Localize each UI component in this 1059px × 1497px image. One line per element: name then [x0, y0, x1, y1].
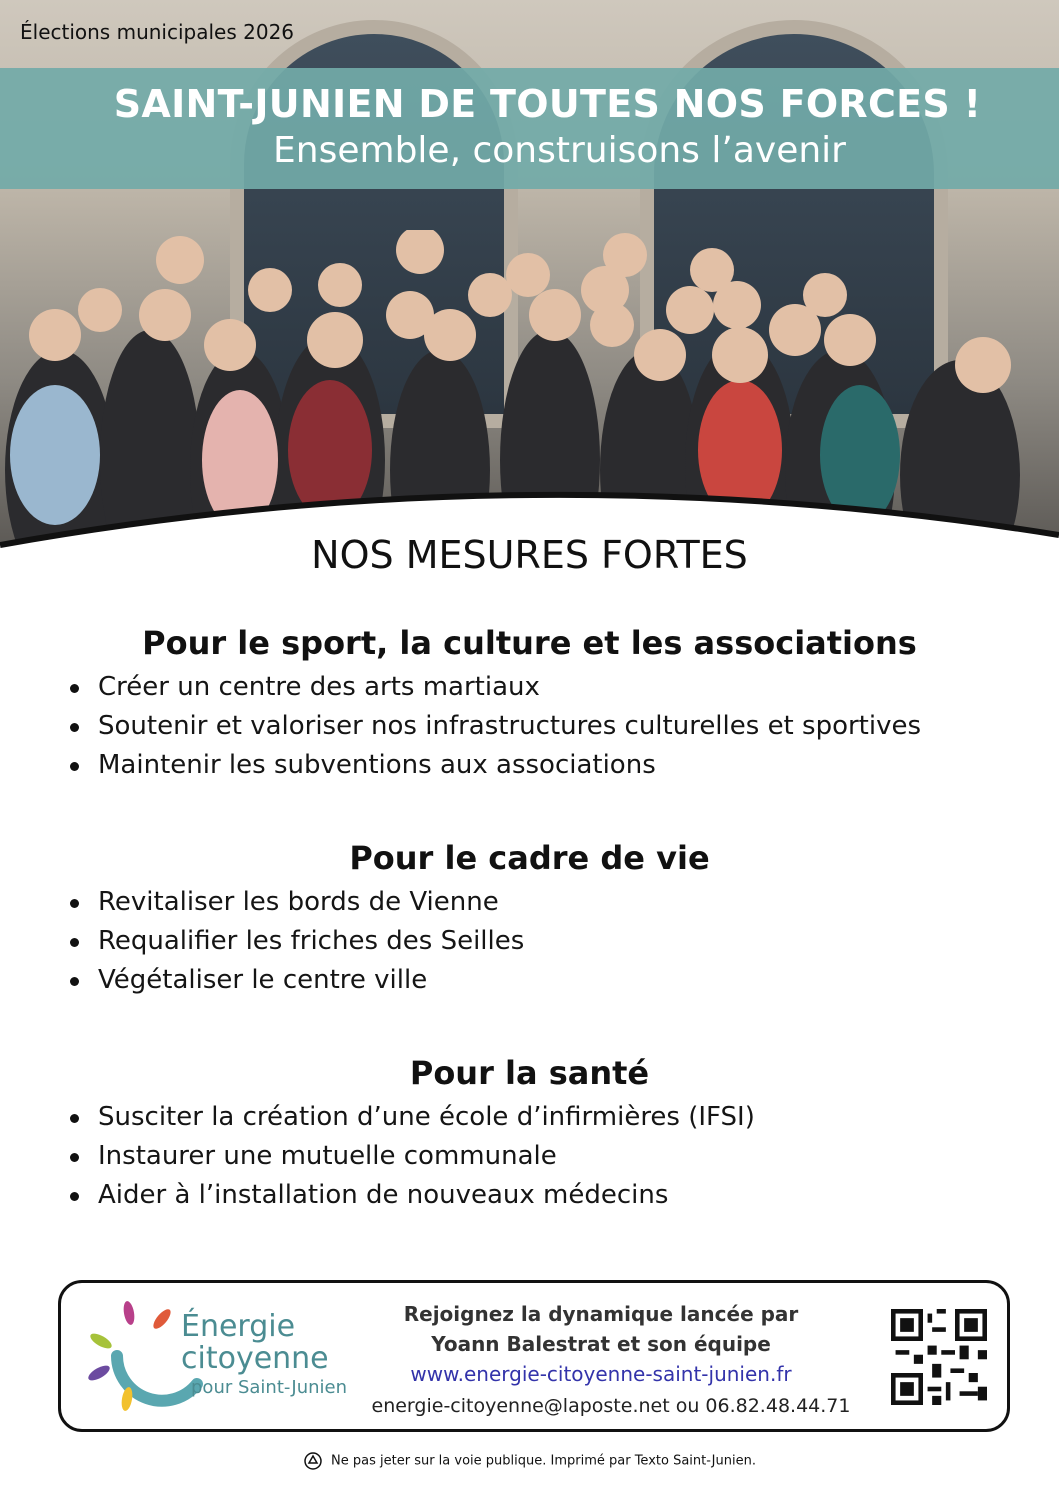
list-item: Susciter la création d’une école d’infirmières (IFSI): [0, 1098, 1059, 1137]
page-title: SAINT-JUNIEN DE TOUTES NOS FORCES !: [113, 82, 982, 126]
measures-block-sante: [0, 1054, 1059, 1215]
print-notice: [0, 1451, 1059, 1471]
brand-name-line1: Énergie: [181, 1309, 296, 1344]
list-item: Requalifier les friches des Seilles: [0, 922, 1059, 961]
measure-list: [0, 668, 1059, 785]
election-label: Élections municipales 2026: [20, 20, 295, 44]
measures-block-cadre: [0, 839, 1059, 1000]
join-line1: Rejoignez la dynamique lancée par: [403, 1302, 799, 1326]
list-item: Végétaliser le centre ville: [0, 961, 1059, 1000]
title-banner: [0, 68, 1059, 189]
section-title: NOS MESURES FORTES: [311, 533, 748, 577]
block-heading: Pour la santé: [409, 1054, 650, 1092]
block-heading: Pour le cadre de vie: [349, 839, 710, 877]
print-notice-text: Ne pas jeter sur la voie publique. Imprimé par Texto Saint-Junien.: [331, 1453, 756, 1469]
join-line2: Yoann Balestrat et son équipe: [431, 1332, 771, 1356]
measure-list: [0, 883, 1059, 1000]
list-item: Créer un centre des arts martiaux: [0, 668, 1059, 707]
recycle-icon: [303, 1451, 323, 1471]
list-item: Soutenir et valoriser nos infrastructures culturelles et sportives: [0, 707, 1059, 746]
block-heading: Pour le sport, la culture et les associations: [142, 624, 917, 662]
brand-name-line2: citoyenne: [181, 1341, 329, 1376]
list-item: Aider à l’installation de nouveaux médecins: [0, 1176, 1059, 1215]
brand-tagline: pour Saint-Junien: [191, 1377, 347, 1398]
qr-code-icon[interactable]: [891, 1309, 987, 1405]
list-item: Instaurer une mutuelle communale: [0, 1137, 1059, 1176]
measure-list: [0, 1098, 1059, 1215]
join-text: [361, 1299, 841, 1389]
contact-line[interactable]: energie-citoyenne@laposte.net ou 06.82.48.44.71: [371, 1395, 851, 1417]
list-item: Revitaliser les bords de Vienne: [0, 883, 1059, 922]
measures-block-sport: [0, 624, 1059, 785]
list-item: Maintenir les subventions aux associations: [0, 746, 1059, 785]
contact-box: [58, 1280, 1010, 1432]
page-subtitle: Ensemble, construisons l’avenir: [273, 130, 846, 171]
website-link[interactable]: www.energie-citoyenne-saint-junien.fr: [410, 1362, 792, 1386]
